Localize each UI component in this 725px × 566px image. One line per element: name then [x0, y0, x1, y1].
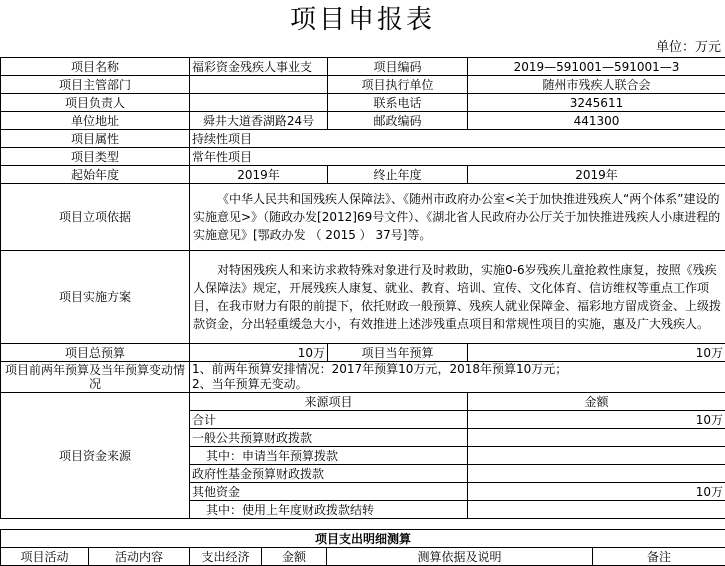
header-remark: 备注: [593, 548, 725, 566]
owner-value: [190, 94, 328, 112]
exec-value: 随州市残疾人联合会: [468, 76, 725, 94]
fund-col-amount: 金额: [468, 393, 725, 411]
project-form-table: [0, 57, 725, 519]
fund-amount: [468, 447, 725, 465]
fund-amount: 10万: [468, 411, 725, 429]
table-row: [1, 362, 725, 393]
total-value: 10万: [190, 344, 328, 362]
addr-value: 舜井大道香湖路24号: [190, 112, 328, 130]
zip-label: 邮政编码: [328, 112, 468, 130]
fund-item: 政府性基金预算财政拨款: [190, 465, 468, 483]
basis-value: 《中华人民共和国残疾人保障法》、《随州市政府办公室<关于加快推进残疾人“两个体系”建设的实施意见>》（随政办发[2012]69号文件）、《湖北省人民政府办公厅关于加快推进残疾人小康进程的实施意见》[鄂政办发 （ 2015 ） 37号]等。: [190, 184, 725, 251]
exec-label: 项目执行单位: [328, 76, 468, 94]
name-value: 福彩资金残疾人事业支: [190, 58, 328, 76]
year-budget-label: 项目当年预算: [328, 344, 468, 362]
table-row: [1, 112, 725, 130]
header-activity: 项目活动: [1, 548, 89, 566]
code-value: 2019—591001—591001—3: [468, 58, 725, 76]
fund-item: 其中：使用上年度财政拨款结转: [190, 501, 468, 519]
dept-label: 项目主管部门: [1, 76, 190, 94]
table-row: [1, 530, 725, 548]
detail-title: 项目支出明细测算: [1, 530, 725, 548]
phone-label: 联系电话: [328, 94, 468, 112]
attr-label: 项目属性: [1, 130, 190, 148]
type-label: 项目类型: [1, 148, 190, 166]
fund-amount: [468, 465, 725, 483]
table-row: [1, 166, 725, 184]
table-row: [1, 344, 725, 362]
plan-label: 项目实施方案: [1, 251, 190, 344]
fund-item: 合计: [190, 411, 468, 429]
phone-value: 3245611: [468, 94, 725, 112]
basis-label: 项目立项依据: [1, 184, 190, 251]
owner-label: 项目负责人: [1, 94, 190, 112]
dept-value: [190, 76, 328, 94]
header-economic: 支出经济: [190, 548, 262, 566]
header-content: 活动内容: [89, 548, 190, 566]
table-row: [1, 251, 725, 344]
fund-label: 项目资金来源: [1, 393, 190, 519]
end-value: 2019年: [468, 166, 725, 184]
addr-label: 单位地址: [1, 112, 190, 130]
end-label: 终止年度: [328, 166, 468, 184]
fund-col-source: 来源项目: [190, 393, 468, 411]
unit-label: 单位：万元: [655, 40, 721, 55]
type-value: 常年性项目: [190, 148, 725, 166]
change-line-1: 1、前两年预算安排情况：2017年预算10万元，2018年预算10万元；: [192, 362, 568, 376]
change-line-2: 2、当年预算无变动。: [192, 377, 308, 391]
table-row: [1, 58, 725, 76]
detail-table: [0, 529, 725, 566]
table-row: [1, 148, 725, 166]
fund-amount: [468, 429, 725, 447]
total-label: 项目总预算: [1, 344, 190, 362]
page-title: 项目申报表: [289, 5, 435, 35]
table-row: [1, 76, 725, 94]
fund-item: 其他资金: [190, 483, 468, 501]
year-budget-value: 10万: [468, 344, 725, 362]
fund-amount: [468, 501, 725, 519]
fund-item: 其中：申请当年预算拨款: [190, 447, 468, 465]
start-label: 起始年度: [1, 166, 190, 184]
fund-amount: 10万: [468, 483, 725, 501]
change-label: 项目前两年预算及当年预算变动情况: [1, 362, 190, 393]
code-label: 项目编码: [328, 58, 468, 76]
table-row: [1, 94, 725, 112]
table-row: [1, 130, 725, 148]
table-row: [1, 393, 725, 411]
start-value: 2019年: [190, 166, 328, 184]
table-row: [1, 184, 725, 251]
attr-value: 持续性项目: [190, 130, 725, 148]
header-amount: 金额: [262, 548, 327, 566]
table-row: [1, 548, 725, 566]
header-basis: 测算依据及说明: [327, 548, 593, 566]
zip-value: 441300: [468, 112, 725, 130]
plan-value: 对特困残疾人和来访求救特殊对象进行及时救助，实施0-6岁残疾儿童抢救性康复，按照《残疾人保障法》规定，开展残疾人康复、就业、教育、培训、宣传、文化体育、信访维权等重点工作项目，在我市财力有限的前提下，依托财政一般预算、残疾人就业保障金、福彩地方留成资金、上级拨款资金，分出轻重缓急大小，有效推进上述涉残重点项目和常规性项目的实施，惠及广大残疾人。: [190, 251, 725, 344]
name-label: 项目名称: [1, 58, 190, 76]
fund-item: 一般公共预算财政拨款: [190, 429, 468, 447]
